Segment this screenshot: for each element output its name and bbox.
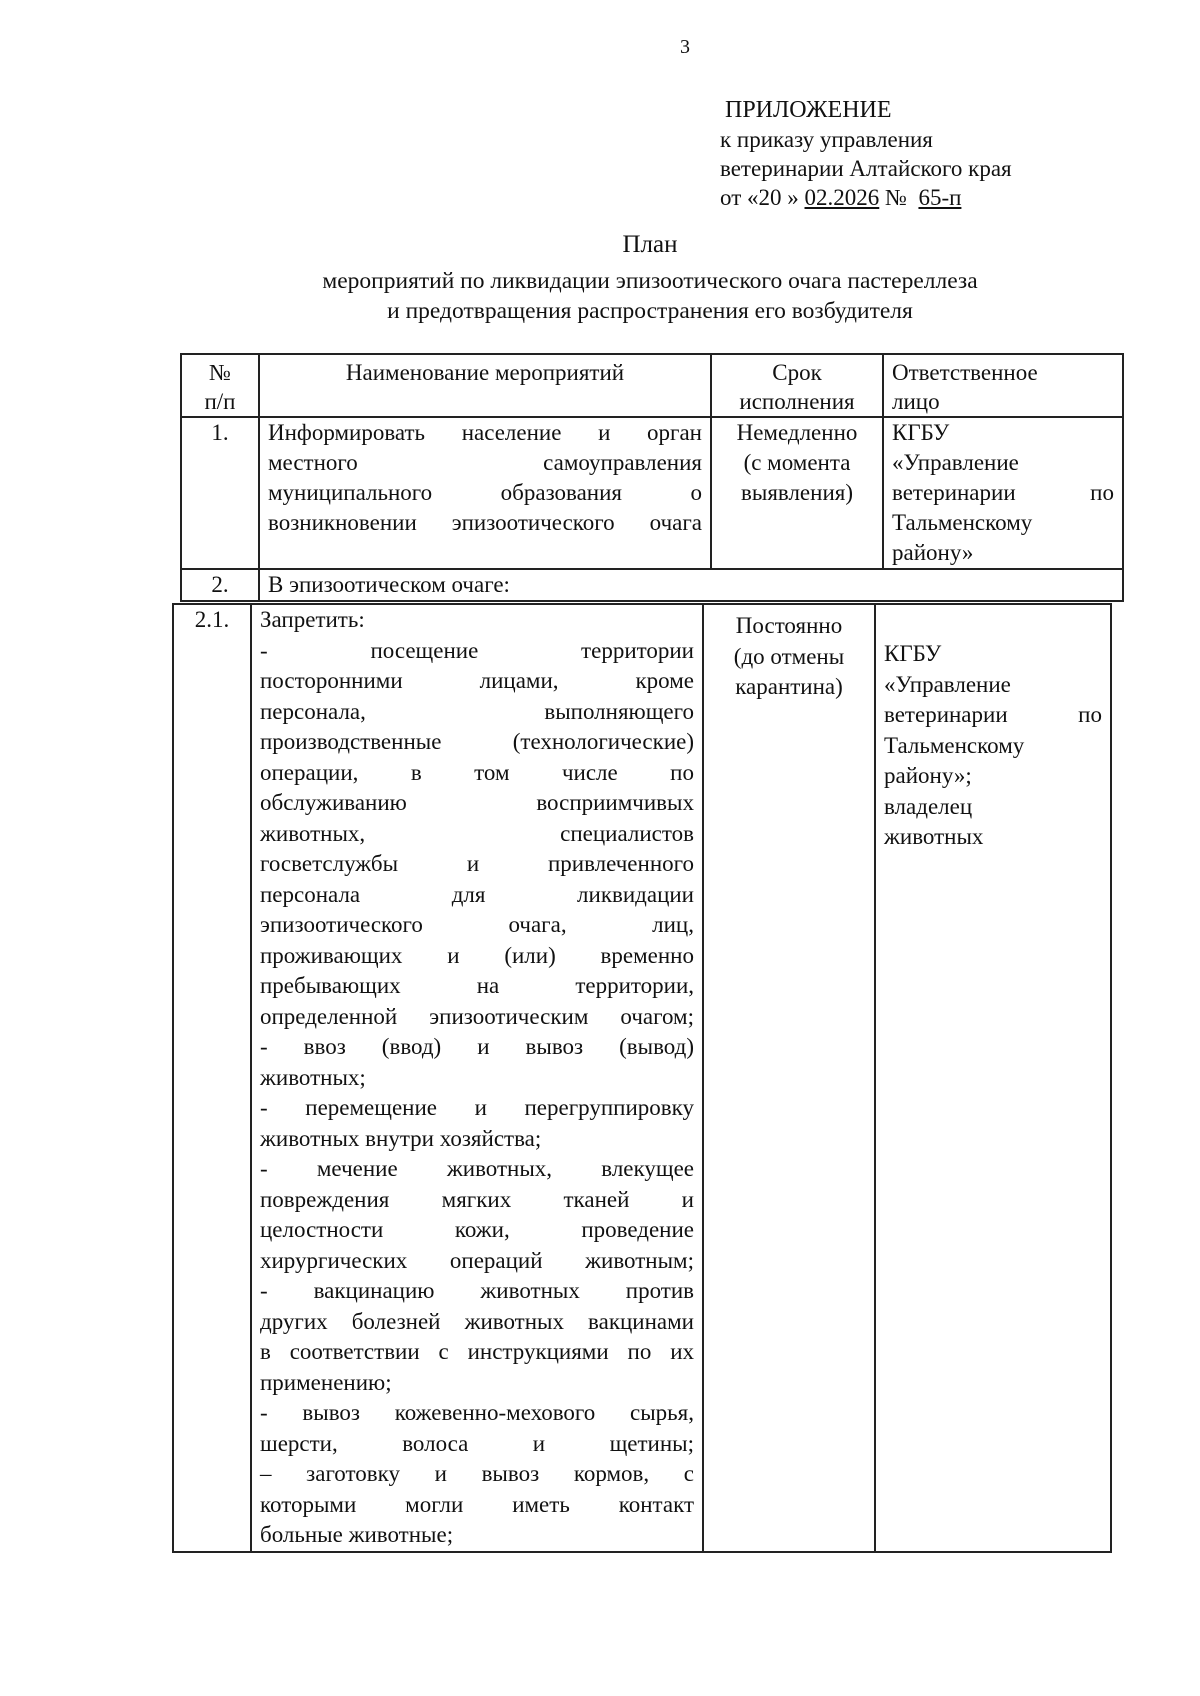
plan-table-top xyxy=(180,353,1124,602)
row21-responsible: КГБУ «Управление ветеринарии по Тальменскому району»; владелец животных xyxy=(875,604,1111,1552)
order-number: 65-п xyxy=(918,185,962,210)
page-number: 3 xyxy=(680,36,690,58)
row2-num: 2. xyxy=(181,569,259,601)
row1-num: 1. xyxy=(181,417,259,569)
row21-name: Запретить: - посещение территории посторонними лицами, кроме персонала, выполняющего производственные (технологические) операции, в том числе по обслуживанию восприимчивых животных, специалистов госветслужбы и привлеченного персонала для ликвидации эпизоотического очага, лиц, проживающих и (или) временно пребывающих на территории, определенной эпизоотическим очагом; - ввоз (ввод) и вывоз (вывод) животных; - перемещение и перегруппировку животных внутри хозяйства; - мечение животных, влекущее повреждения мягких тканей и целостности кожи, проведение хирургических операций животным; - вакцинацию животных против других болезней животных вакцинами в соответствии с инструкциями по их применению; - вывоз кожевенно-мехового сырья, шерсти, волоса и щетины; – заготовку и вывоз кормов, с которыми могли иметь контакт больные животные; xyxy=(251,604,703,1552)
appendix-block xyxy=(720,96,1140,212)
plan-subtitle-2: и предотвращения распространения его возбудителя xyxy=(387,298,913,324)
number-prefix: № xyxy=(879,185,913,210)
row1-responsible: КГБУ «Управление ветеринарии по Тальменскому району» xyxy=(883,417,1123,569)
header-name: Наименование мероприятий xyxy=(259,354,711,417)
appendix-date-line xyxy=(720,183,1140,212)
appendix-title: ПРИЛОЖЕНИЕ xyxy=(725,97,892,123)
plan-title: План xyxy=(622,231,678,258)
plan-subtitle-1: мероприятий по ликвидации эпизоотического очага пастереллеза xyxy=(322,268,978,294)
row1-term: Немедленно (с момента выявления) xyxy=(711,417,883,569)
header-responsible: Ответственное лицо xyxy=(883,354,1123,417)
order-date: 02.2026 xyxy=(804,185,880,210)
header-num: № п/п xyxy=(181,354,259,417)
table-row xyxy=(181,417,1123,569)
table-header-row xyxy=(181,354,1123,417)
header-term: Срок исполнения xyxy=(711,354,883,417)
plan-heading xyxy=(190,230,1110,326)
row21-num: 2.1. xyxy=(173,604,251,1552)
table-row xyxy=(173,604,1111,1552)
table-row xyxy=(181,569,1123,601)
row21-term: Постоянно (до отмены карантина) xyxy=(703,604,875,1552)
appendix-line-1: к приказу управления xyxy=(720,127,933,152)
appendix-line-2: ветеринарии Алтайского края xyxy=(720,156,1012,181)
plan-table-bottom xyxy=(172,603,1112,1553)
date-prefix: от «20 » xyxy=(720,185,805,210)
row2-name: В эпизоотическом очаге: xyxy=(259,569,1123,601)
row1-name: Информировать население и орган местного самоуправления муниципального образования о возникновении эпизоотического очага xyxy=(259,417,711,569)
